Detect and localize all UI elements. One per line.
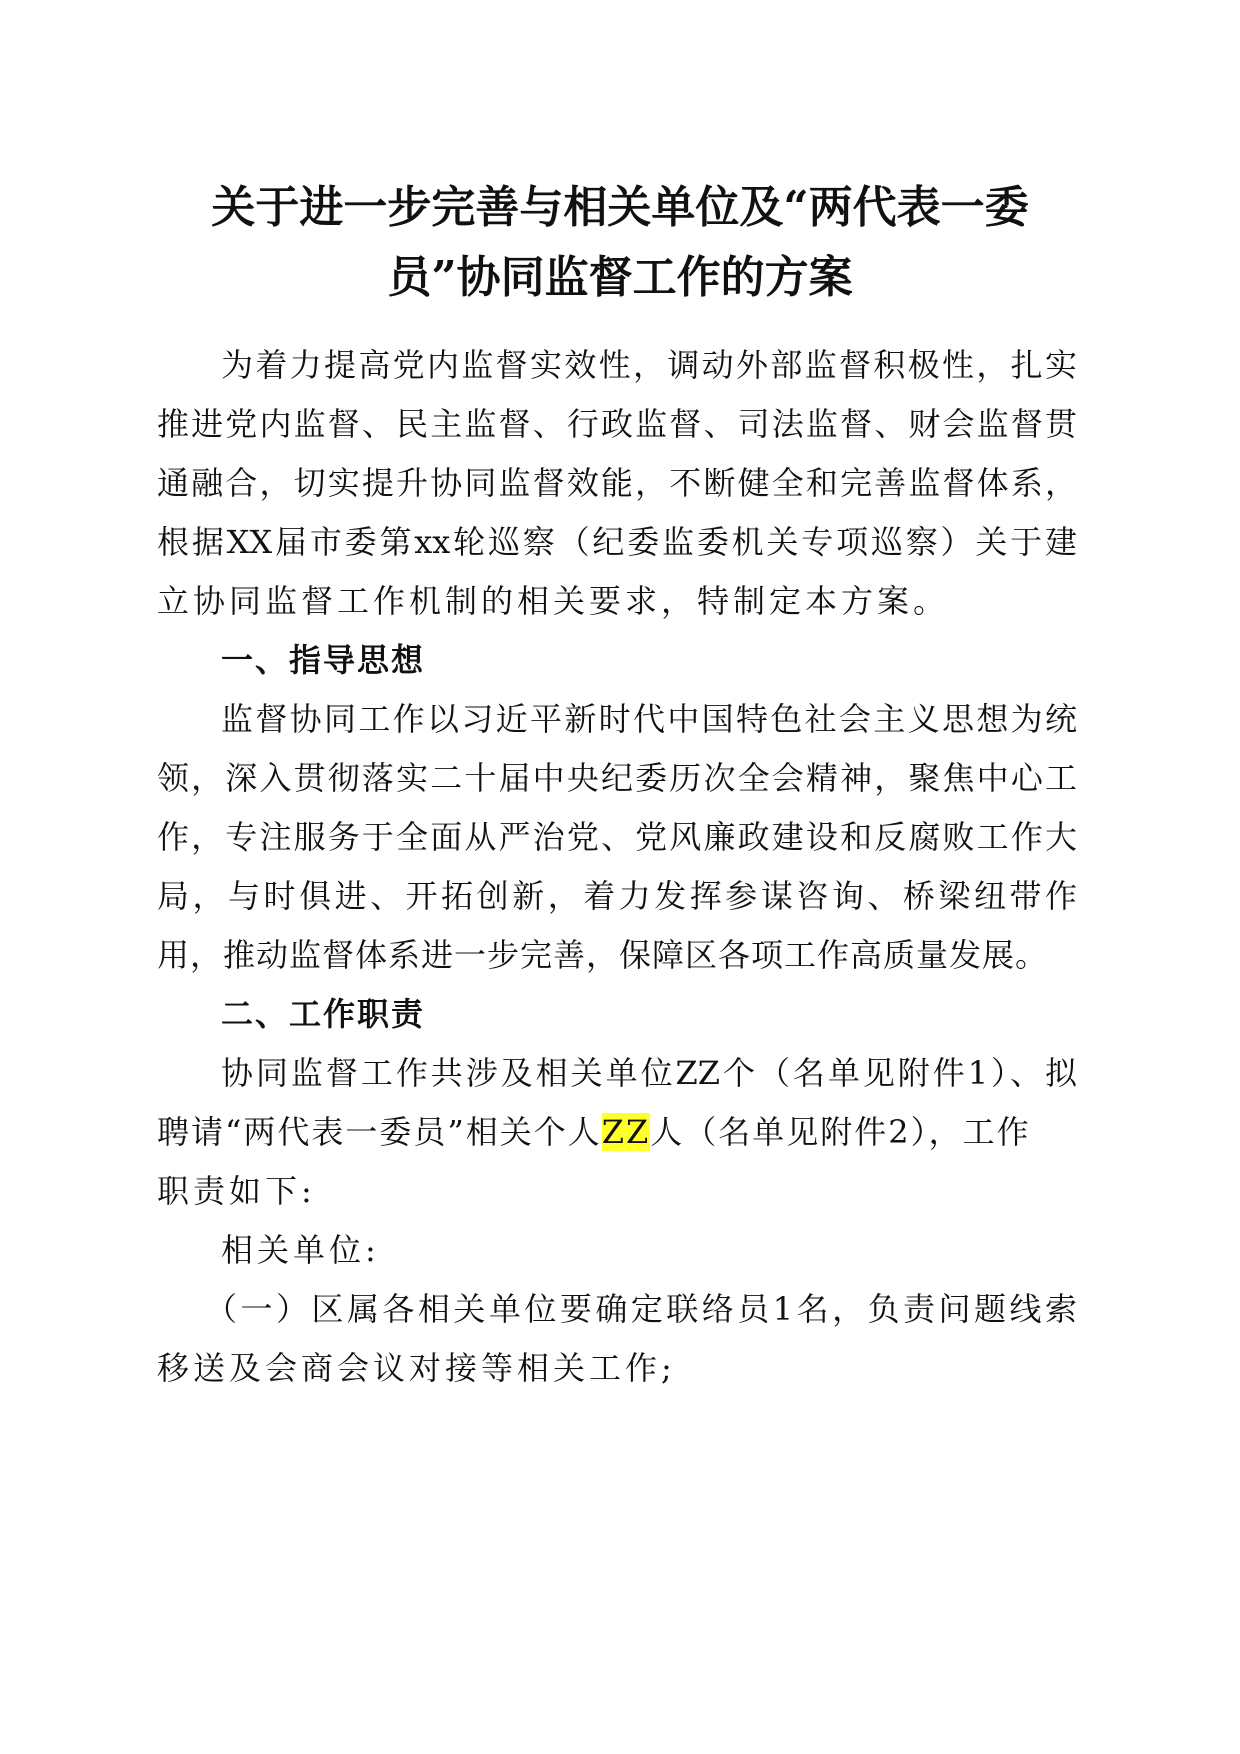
section-1-line-3: 作，专注服务于全面从严治党、党风廉政建设和反腐败工作大 [157,818,1077,856]
intro-line-3: 通融合，切实提升协同监督效能，不断健全和完善监督体系， [157,464,1077,502]
section-2-line-2-start: 聘请“两代表一委员”相关个人 [157,1113,602,1151]
document-title-line-1: 关于进一步完善与相关单位及“两代表一委 [211,182,1029,233]
intro-line-2: 推进党内监督、民主监督、行政监督、司法监督、财会监督贯 [157,405,1077,443]
section-2-line-2-end: 人（名单见附件2），工作 [650,1113,1031,1151]
item-1-line-1: （一）区属各相关单位要确定联络员1名，负责问题线索 [205,1290,1077,1328]
highlighted-count: ZZ [601,1113,651,1151]
section-2-heading: 二、工作职责 [221,995,426,1033]
section-1-line-1: 监督协同工作以习近平新时代中国特色社会主义思想为统 [221,700,1077,738]
intro-line-5: 立协同监督工作机制的相关要求，特制定本方案。 [157,582,950,620]
related-units-subheading: 相关单位: [221,1231,380,1269]
document-title-line-2: 员”协同监督工作的方案 [387,252,853,303]
section-1-line-4: 局，与时俱进、开拓创新，着力发挥参谋咨询、桥梁纽带作 [157,877,1077,915]
item-1-line-2: 移送及会商会议对接等相关工作; [157,1349,676,1387]
intro-line-4: 根据XX届市委第xx轮巡察（纪委监委机关专项巡察）关于建 [157,523,1077,561]
section-1-line-2: 领，深入贯彻落实二十届中央纪委历次全会精神，聚焦中心工 [157,759,1077,797]
section-1-line-5: 用，推动监督体系进一步完善，保障区各项工作高质量发展。 [157,936,1049,974]
section-2-line-2 [157,1108,1077,1156]
section-1-heading: 一、指导思想 [221,641,426,679]
intro-line-1: 为着力提高党内监督实效性，调动外部监督积极性，扎实 [221,346,1077,384]
section-2-line-3: 职责如下: [157,1172,316,1210]
section-2-line-1: 协同监督工作共涉及相关单位ZZ个（名单见附件1）、拟 [221,1054,1077,1092]
